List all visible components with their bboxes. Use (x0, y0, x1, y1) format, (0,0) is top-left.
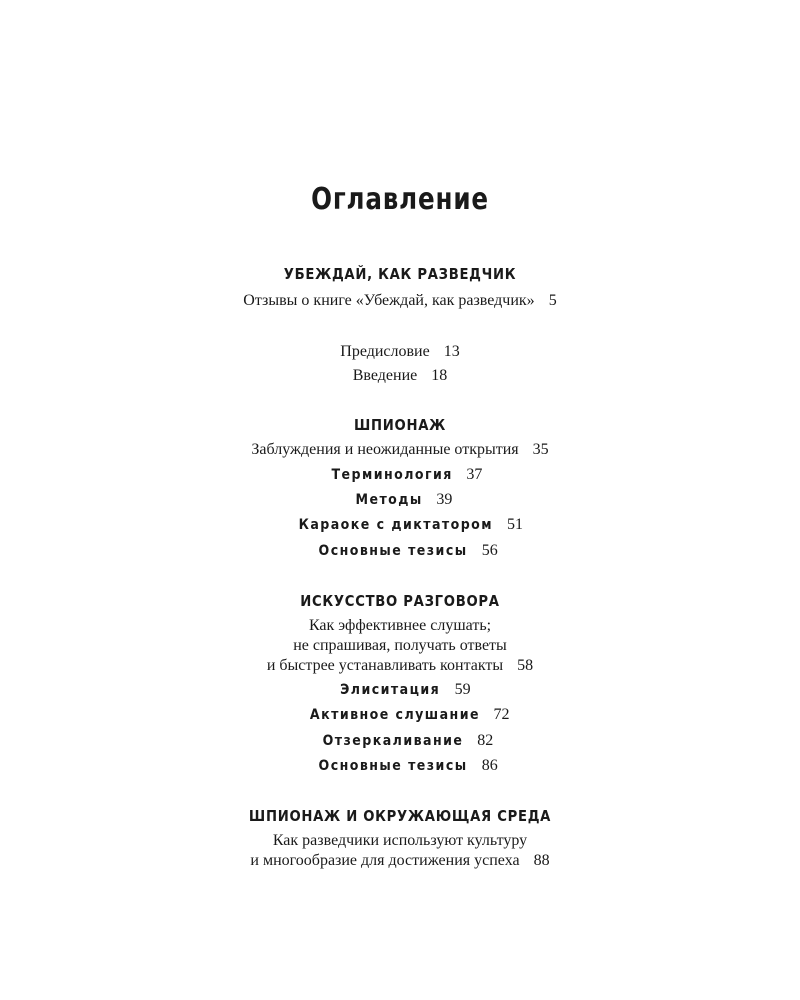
entry-page: 88 (533, 852, 550, 869)
page-title: Оглавление (311, 182, 489, 217)
toc-entry (0, 343, 800, 361)
toc-subentry (0, 732, 800, 750)
toc-subentry (0, 466, 800, 484)
subentry-text: Основные тезисы (318, 758, 468, 774)
entry-page: 18 (431, 367, 448, 384)
subentry-page: 39 (436, 491, 453, 508)
toc-subentry (0, 491, 800, 509)
entry-text: Введение (352, 367, 418, 384)
subentry-text: Активное слушание (309, 707, 480, 723)
toc-subentry (0, 757, 800, 775)
subentry-page: 82 (477, 732, 494, 749)
subentry-text: Отзеркаливание (322, 733, 464, 749)
toc-entry (0, 852, 800, 870)
subentry-page: 59 (454, 681, 471, 698)
toc-entry (0, 657, 800, 675)
part-heading: ШПИОНАЖ (354, 416, 446, 434)
toc-entry (0, 441, 800, 459)
toc-entry (0, 292, 800, 310)
subentry-text: Элиситация (340, 682, 441, 698)
subentry-text: Терминология (331, 467, 453, 483)
entry-text: и быстрее устанавливать контакты (266, 657, 504, 674)
entry-text-line: Как разведчики используют культуру (272, 832, 528, 849)
toc-subentry (0, 516, 800, 534)
entry-page: 5 (548, 292, 557, 309)
subentry-text: Караоке с диктатором (298, 517, 494, 533)
entry-page: 58 (517, 657, 534, 674)
entry-text: Предисловие (340, 343, 430, 360)
subentry-text: Методы (355, 492, 423, 508)
toc-subentry (0, 542, 800, 560)
entry-text: Отзывы о книге «Убеждай, как разведчик» (243, 292, 535, 309)
subentry-text: Основные тезисы (318, 543, 468, 559)
subentry-page: 56 (481, 542, 498, 559)
part-heading: ИСКУССТВО РАЗГОВОРА (300, 592, 500, 610)
subentry-page: 37 (466, 466, 483, 483)
part-heading: ШПИОНАЖ И ОКРУЖАЮЩАЯ СРЕДА (248, 807, 552, 825)
part-heading: УБЕЖДАЙ, КАК РАЗВЕДЧИК (283, 265, 517, 283)
entry-text: и многообразие для достижения успеха (250, 852, 520, 869)
entry-page: 35 (532, 441, 549, 458)
entry-text-line: Как эффективнее слушать; (308, 617, 492, 634)
toc-entry (0, 367, 800, 385)
toc-subentry (0, 681, 800, 699)
subentry-page: 51 (507, 516, 524, 533)
entry-text-line: не спрашивая, получать ответы (293, 637, 507, 654)
subentry-page: 86 (481, 757, 498, 774)
subentry-page: 72 (493, 706, 510, 723)
entry-text: Заблуждения и неожиданные открытия (251, 441, 519, 458)
entry-page: 13 (443, 343, 460, 360)
toc-subentry (0, 706, 800, 724)
